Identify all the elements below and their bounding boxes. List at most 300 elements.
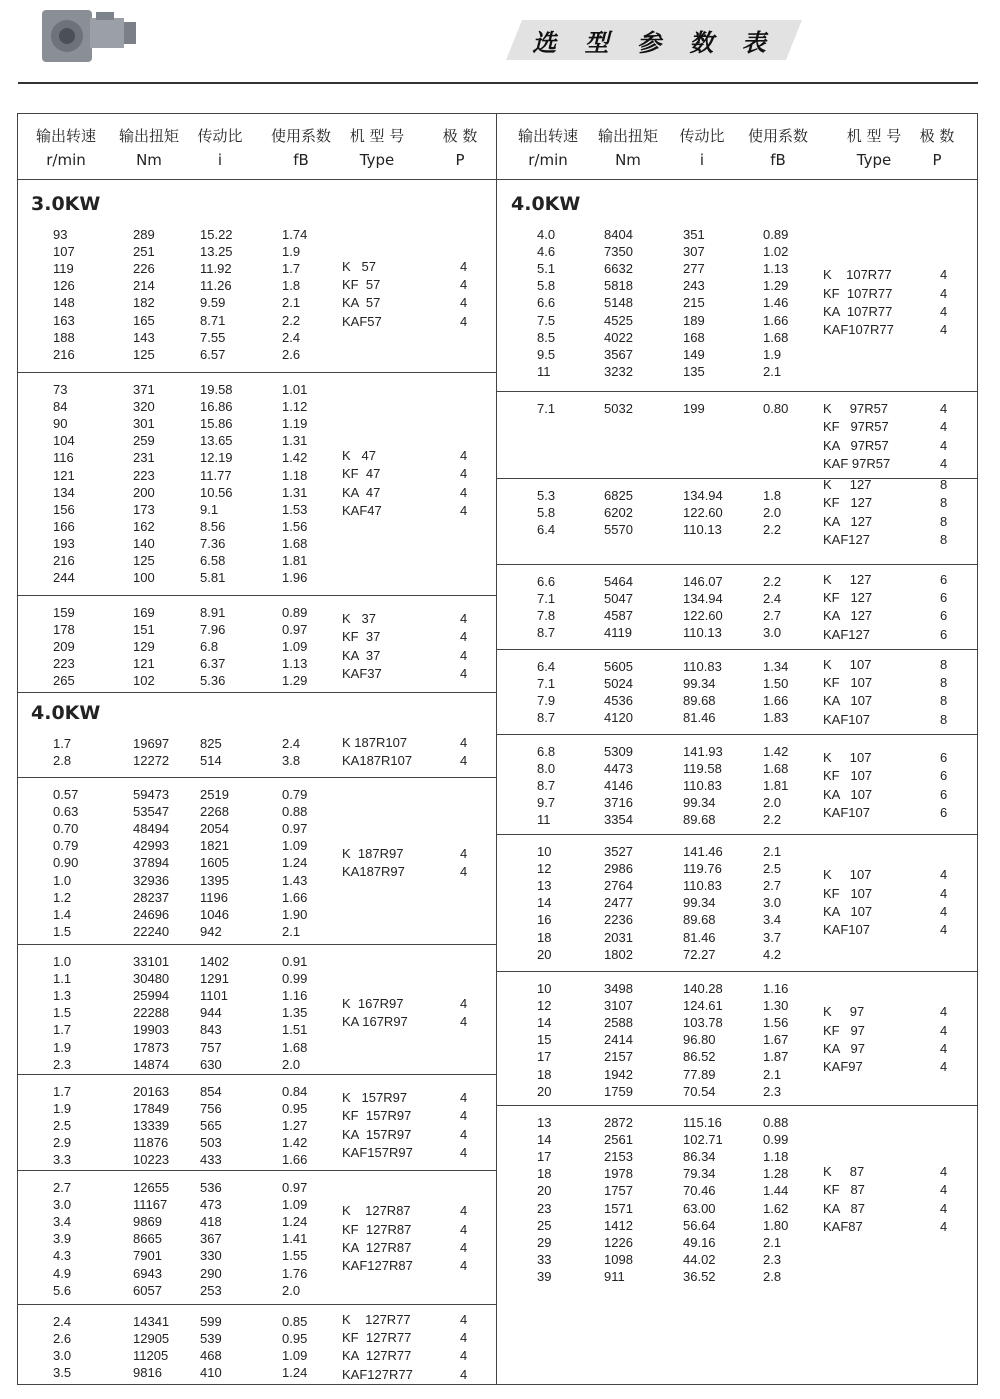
header-zh-0: 输出转速 (517, 127, 578, 145)
left-row-ratio: 630 (200, 1056, 222, 1072)
left-row-ratio: 15.86 (200, 416, 233, 432)
right-type-poles: 4 (940, 867, 948, 883)
left-row-torque: 140 (133, 535, 155, 551)
left-row-factor: 1.7 (282, 261, 301, 277)
right-type-model: KA 87 (823, 1200, 865, 1216)
left-row-ratio: 854 (200, 1084, 222, 1099)
right-row-factor: 1.87 (763, 1049, 789, 1065)
left-row-ratio: 565 (200, 1118, 222, 1134)
left-row-speed: 148 (53, 295, 75, 311)
left-row-torque: 37894 (133, 855, 170, 871)
left-row-speed: 216 (53, 346, 75, 362)
right-row-factor: 2.2 (763, 812, 782, 828)
right-row-ratio: 81.46 (683, 929, 716, 945)
right-type-model: KA 107 (823, 903, 873, 919)
right-section-divider (497, 1105, 978, 1106)
left-row-factor: 1.74 (282, 227, 308, 242)
gear-motor-image (40, 2, 140, 68)
right-row-factor: 1.44 (763, 1183, 789, 1199)
left-type-model: KF 47 (342, 466, 381, 482)
right-type-model: KAF107 (823, 805, 870, 821)
right-row-factor: 1.66 (763, 312, 789, 328)
left-row-speed: 1.0 (53, 872, 72, 888)
left-row-torque: 125 (133, 346, 155, 362)
left-row-ratio: 8.91 (200, 605, 226, 620)
right-type-model: KF 87 (823, 1182, 865, 1198)
left-row-speed: 2.6 (53, 1331, 72, 1347)
right-row-ratio: 89.68 (683, 912, 716, 928)
right-row-factor: 0.88 (763, 1115, 789, 1130)
left-type-model: KA 127R77 (342, 1348, 412, 1364)
right-type-poles: 4 (940, 1022, 948, 1038)
left-section-divider (17, 1170, 496, 1171)
left-type-model: K 167R97 (342, 995, 404, 1011)
left-row-factor: 1.09 (282, 1348, 308, 1364)
left-row-torque: 17873 (133, 1039, 170, 1055)
left-type-model: KA 127R87 (342, 1239, 412, 1255)
right-row-speed: 13 (537, 1115, 552, 1130)
right-row-factor: 1.42 (763, 744, 789, 759)
left-row-speed: 4.3 (53, 1248, 72, 1264)
left-row-speed: 1.9 (53, 1039, 72, 1055)
right-type-model: KAF127 (823, 531, 870, 547)
left-row-torque: 226 (133, 261, 155, 277)
right-row-ratio: 89.68 (683, 693, 716, 709)
left-row-factor: 1.09 (282, 838, 308, 854)
left-row-ratio: 15.22 (200, 227, 233, 242)
right-row-torque: 2872 (604, 1115, 633, 1130)
right-row-torque: 5032 (604, 401, 633, 416)
left-type-model: KF 127R87 (342, 1221, 412, 1237)
right-row-speed: 18 (537, 1066, 552, 1082)
right-type-model: K 127 (823, 571, 872, 587)
left-row-factor: 3.8 (282, 753, 301, 769)
right-row-torque: 5309 (604, 744, 633, 759)
right-type-poles: 4 (940, 1182, 948, 1198)
right-row-factor: 1.67 (763, 1032, 789, 1048)
right-row-factor: 0.99 (763, 1132, 789, 1148)
left-row-factor: 1.68 (282, 535, 308, 551)
left-row-factor: 0.95 (282, 1101, 308, 1117)
right-type-poles: 4 (940, 1059, 948, 1075)
left-row-ratio: 825 (200, 736, 222, 751)
right-row-speed: 8.7 (537, 778, 556, 794)
left-row-ratio: 757 (200, 1039, 222, 1055)
right-row-factor: 3.4 (763, 912, 782, 928)
left-row-speed: 1.5 (53, 1005, 72, 1021)
left-row-speed: 84 (53, 399, 68, 415)
right-row-factor: 3.0 (763, 895, 782, 911)
left-type-model: KA 167R97 (342, 1013, 408, 1029)
right-row-factor: 1.18 (763, 1149, 789, 1165)
right-row-speed: 5.1 (537, 261, 556, 277)
left-type-poles: 4 (460, 1013, 468, 1029)
right-row-factor: 1.16 (763, 981, 789, 996)
header-unit-2: i (217, 151, 223, 169)
right-row-speed: 12 (537, 861, 552, 877)
right-row-factor: 1.8 (763, 488, 782, 503)
left-type-poles: 4 (460, 1090, 468, 1106)
left-row-speed: 119 (53, 261, 74, 277)
right-row-ratio: 119.58 (683, 761, 722, 777)
right-row-factor: 1.34 (763, 659, 789, 674)
right-row-torque: 4536 (604, 693, 633, 709)
left-type-poles: 4 (460, 863, 468, 879)
right-type-model: K 87 (823, 1163, 865, 1179)
left-row-speed: 1.2 (53, 889, 72, 905)
left-type-model: KA 157R97 (342, 1126, 412, 1142)
left-row-ratio: 7.55 (200, 329, 226, 345)
right-type-poles: 4 (940, 437, 948, 453)
right-row-speed: 6.8 (537, 744, 556, 759)
left-type-poles: 4 (460, 1145, 468, 1161)
left-row-speed: 3.9 (53, 1231, 72, 1247)
right-row-ratio: 89.68 (683, 812, 716, 828)
left-row-torque: 251 (133, 244, 155, 260)
right-row-torque: 2764 (604, 878, 633, 894)
right-row-ratio: 110.13 (683, 625, 722, 641)
left-row-ratio: 2519 (200, 787, 229, 802)
left-row-speed: 3.0 (53, 1348, 72, 1364)
left-row-ratio: 1196 (200, 889, 228, 905)
right-row-factor: 1.46 (763, 295, 789, 311)
header-zh-4: 机 型 号 (846, 127, 902, 145)
right-row-torque: 5047 (604, 591, 633, 607)
left-row-ratio: 1291 (200, 971, 229, 987)
right-type-poles: 4 (940, 1218, 948, 1234)
right-row-factor: 2.2 (763, 574, 782, 589)
right-type-model: KA 97 (823, 1040, 865, 1056)
right-row-ratio: 99.34 (683, 895, 716, 911)
left-type-poles: 4 (460, 1348, 468, 1364)
right-row-factor: 2.7 (763, 608, 782, 624)
left-type-poles: 4 (460, 277, 468, 293)
right-row-speed: 20 (537, 1083, 552, 1099)
left-type-poles: 4 (460, 1126, 468, 1142)
right-row-ratio: 140.28 (683, 981, 723, 996)
right-section-divider (497, 971, 978, 972)
left-row-speed: 1.3 (53, 988, 72, 1004)
left-row-speed: 3.5 (53, 1365, 72, 1381)
header-unit-2: i (699, 151, 705, 169)
left-row-torque: 289 (133, 227, 155, 242)
left-type-model: KA 57 (342, 295, 381, 311)
left-type-poles: 4 (460, 466, 468, 482)
header-rule (18, 82, 978, 84)
left-type-model: K 127R77 (342, 1311, 411, 1327)
right-row-torque: 1757 (604, 1183, 633, 1199)
left-row-ratio: 11.92 (200, 261, 232, 277)
right-row-factor: 2.1 (763, 363, 782, 379)
left-power-heading: 3.0KW (31, 193, 101, 215)
right-row-speed: 17 (537, 1049, 552, 1065)
right-row-torque: 4022 (604, 329, 633, 345)
left-type-poles: 4 (460, 1239, 468, 1255)
left-row-speed: 1.0 (53, 954, 72, 969)
right-type-poles: 6 (940, 589, 948, 605)
left-row-speed: 166 (53, 518, 75, 534)
right-row-torque: 6825 (604, 488, 633, 503)
left-row-factor: 1.29 (282, 673, 308, 689)
left-type-poles: 4 (460, 647, 468, 663)
right-row-torque: 5148 (604, 295, 633, 311)
right-row-speed: 10 (537, 844, 552, 859)
left-type-model: KAF47 (342, 502, 382, 518)
right-row-speed: 10 (537, 981, 552, 996)
right-type-model: KAF97 (823, 1059, 863, 1075)
left-row-factor: 0.97 (282, 1180, 308, 1195)
right-row-speed: 33 (537, 1251, 552, 1267)
right-row-ratio: 135 (683, 363, 705, 379)
right-type-poles: 4 (940, 419, 948, 435)
left-type-poles: 4 (460, 484, 468, 500)
left-row-factor: 0.97 (282, 622, 308, 638)
right-type-poles: 8 (940, 711, 948, 727)
left-row-factor: 1.24 (282, 1214, 308, 1230)
right-row-ratio: 141.93 (683, 744, 723, 759)
right-row-factor: 2.4 (763, 591, 782, 607)
right-row-torque: 4473 (604, 761, 633, 777)
right-row-torque: 1571 (604, 1200, 633, 1216)
header-unit-5: P (455, 151, 465, 169)
left-row-factor: 1.76 (282, 1265, 308, 1281)
right-row-speed: 7.9 (537, 693, 556, 709)
left-row-torque: 22240 (133, 923, 170, 939)
left-type-poles: 4 (460, 734, 468, 750)
right-row-ratio: 81.46 (683, 710, 716, 726)
left-type-poles: 4 (460, 845, 468, 861)
right-row-factor: 1.68 (763, 329, 789, 345)
left-row-speed: 93 (53, 227, 68, 242)
right-row-torque: 3107 (604, 998, 633, 1014)
left-type-model: K 37 (342, 611, 376, 627)
right-row-ratio: 351 (683, 227, 705, 242)
right-row-factor: 1.81 (763, 778, 789, 794)
right-row-ratio: 134.94 (683, 488, 723, 503)
left-type-model: KA187R97 (342, 863, 405, 879)
left-row-factor: 1.12 (282, 399, 308, 415)
right-type-poles: 4 (940, 903, 948, 919)
left-type-poles: 4 (460, 295, 468, 311)
left-row-factor: 0.89 (282, 605, 308, 620)
left-row-speed: 107 (53, 244, 75, 260)
left-row-factor: 0.88 (282, 804, 308, 820)
left-type-poles: 4 (460, 1311, 468, 1327)
right-row-torque: 4146 (604, 778, 633, 794)
left-row-torque: 28237 (133, 889, 170, 905)
right-type-model: K 107 (823, 867, 872, 883)
left-row-speed: 0.63 (53, 804, 79, 820)
right-type-model: K 107 (823, 656, 872, 672)
right-row-speed: 6.6 (537, 574, 556, 589)
right-type-poles: 8 (940, 495, 948, 511)
left-row-speed: 134 (53, 484, 75, 500)
right-row-speed: 25 (537, 1217, 552, 1233)
left-row-factor: 1.53 (282, 501, 308, 517)
right-row-torque: 2561 (604, 1132, 633, 1148)
right-type-poles: 6 (940, 571, 948, 587)
left-row-ratio: 8.71 (200, 312, 226, 328)
right-type-model: KA 127 (823, 608, 873, 624)
right-row-torque: 6632 (604, 261, 633, 277)
right-type-poles: 4 (940, 322, 948, 338)
right-row-factor: 4.2 (763, 946, 782, 962)
right-row-speed: 15 (537, 1032, 552, 1048)
right-type-poles: 8 (940, 477, 948, 493)
left-row-ratio: 843 (200, 1022, 222, 1038)
header-zh-0: 输出转速 (35, 127, 96, 145)
right-row-factor: 1.02 (763, 244, 789, 260)
right-row-speed: 14 (537, 1015, 552, 1031)
right-type-poles: 4 (940, 303, 948, 319)
right-row-torque: 1978 (604, 1166, 633, 1182)
right-row-ratio: 307 (683, 244, 705, 260)
right-type-poles: 6 (940, 805, 948, 821)
left-row-factor: 1.81 (282, 553, 308, 568)
left-row-factor: 2.1 (282, 295, 301, 311)
left-row-speed: 0.79 (53, 838, 79, 854)
right-type-poles: 8 (940, 693, 948, 709)
left-section-divider (17, 692, 496, 693)
left-row-ratio: 1402 (200, 954, 229, 969)
right-row-factor: 2.7 (763, 878, 782, 894)
left-row-torque: 102 (133, 673, 155, 689)
right-row-factor: 1.56 (763, 1015, 789, 1031)
header-zh-4: 机 型 号 (349, 127, 405, 145)
left-row-factor: 0.91 (282, 954, 308, 969)
left-row-factor: 1.18 (282, 467, 308, 483)
right-row-factor: 3.0 (763, 625, 782, 641)
right-row-torque: 3527 (604, 844, 633, 859)
left-type-model: KA187R107 (342, 753, 413, 769)
header-zh-1: 输出扭矩 (118, 127, 179, 145)
left-row-torque: 6943 (133, 1265, 162, 1281)
left-type-poles: 4 (460, 611, 468, 627)
right-type-model: KF 97 (823, 1022, 865, 1038)
left-row-factor: 2.4 (282, 329, 301, 345)
left-row-torque: 19697 (133, 736, 170, 751)
left-row-factor: 1.19 (282, 416, 308, 432)
right-row-ratio: 122.60 (683, 608, 723, 624)
left-row-torque: 320 (133, 399, 155, 415)
right-section-divider (497, 391, 978, 392)
left-row-torque: 12655 (133, 1180, 170, 1195)
left-row-speed: 0.57 (53, 787, 79, 802)
left-row-ratio: 599 (200, 1314, 222, 1329)
right-row-speed: 17 (537, 1149, 552, 1165)
right-type-poles: 8 (940, 674, 948, 690)
left-row-torque: 48494 (133, 821, 170, 837)
left-type-model: KF 127R77 (342, 1329, 412, 1345)
left-type-poles: 4 (460, 1366, 468, 1382)
left-type-model: K 47 (342, 448, 376, 463)
left-row-torque: 125 (133, 553, 155, 568)
left-type-model: KA 37 (342, 647, 381, 663)
right-type-poles: 4 (940, 285, 948, 301)
right-type-model: K 97 (823, 1004, 865, 1020)
right-row-speed: 11 (537, 812, 551, 828)
left-row-factor: 1.43 (282, 872, 308, 888)
right-row-ratio: 44.02 (683, 1251, 716, 1267)
right-row-ratio: 79.34 (683, 1166, 716, 1182)
left-type-model: K 127R87 (342, 1203, 411, 1219)
right-row-speed: 6.4 (537, 522, 556, 538)
right-row-speed: 8.5 (537, 329, 556, 345)
left-row-torque: 33101 (133, 954, 170, 969)
left-row-ratio: 468 (200, 1348, 222, 1364)
right-row-torque: 2414 (604, 1032, 633, 1048)
left-row-speed: 209 (53, 639, 75, 655)
left-row-factor: 1.27 (282, 1118, 308, 1134)
left-row-factor: 2.0 (282, 1282, 301, 1298)
right-row-torque: 2588 (604, 1015, 633, 1031)
left-type-poles: 4 (460, 1329, 468, 1345)
left-row-speed: 265 (53, 673, 75, 689)
right-type-poles: 6 (940, 608, 948, 624)
right-type-model: KAF87 (823, 1218, 863, 1234)
right-row-speed: 14 (537, 895, 552, 911)
right-row-factor: 2.8 (763, 1268, 782, 1284)
right-row-factor: 2.0 (763, 795, 782, 811)
right-row-ratio: 149 (683, 346, 705, 362)
right-row-torque: 4119 (604, 625, 632, 641)
right-row-ratio: 115.16 (683, 1115, 722, 1130)
header-unit-1: Nm (136, 151, 162, 169)
left-row-ratio: 330 (200, 1248, 222, 1264)
left-row-speed: 2.5 (53, 1118, 72, 1134)
left-row-ratio: 13.65 (200, 433, 233, 449)
right-type-model: KF 107 (823, 768, 873, 784)
left-row-speed: 73 (53, 382, 68, 397)
left-row-factor: 2.4 (282, 736, 301, 751)
left-row-ratio: 410 (200, 1365, 222, 1381)
left-row-ratio: 1395 (200, 872, 229, 888)
left-row-ratio: 2268 (200, 804, 229, 820)
left-row-torque: 129 (133, 639, 155, 655)
left-row-factor: 1.66 (282, 889, 308, 905)
left-row-speed: 178 (53, 622, 75, 638)
right-row-ratio: 70.54 (683, 1083, 716, 1099)
left-type-model: KAF157R97 (342, 1145, 413, 1161)
left-row-speed: 0.90 (53, 855, 79, 871)
left-type-model: K 187R107 (342, 734, 408, 750)
left-row-ratio: 8.56 (200, 518, 226, 534)
left-row-torque: 371 (133, 382, 155, 397)
left-row-torque: 24696 (133, 906, 170, 922)
left-row-ratio: 16.86 (200, 399, 233, 415)
left-section-divider (17, 1074, 496, 1075)
left-row-torque: 100 (133, 570, 155, 586)
left-row-speed: 2.3 (53, 1056, 72, 1072)
right-row-torque: 911 (604, 1268, 625, 1284)
left-row-ratio: 6.58 (200, 553, 226, 568)
left-row-ratio: 1821 (200, 838, 229, 854)
left-type-model: KF 57 (342, 277, 381, 293)
right-row-speed: 9.7 (537, 795, 556, 811)
right-row-ratio: 96.80 (683, 1032, 716, 1048)
right-row-ratio: 199 (683, 401, 705, 416)
right-type-poles: 6 (940, 750, 948, 766)
left-row-factor: 1.9 (282, 244, 301, 260)
left-row-speed: 126 (53, 278, 75, 294)
left-row-factor: 2.1 (282, 923, 301, 939)
left-row-torque: 165 (133, 312, 155, 328)
left-type-poles: 4 (460, 1108, 468, 1124)
left-row-ratio: 7.96 (200, 622, 226, 638)
left-row-torque: 20163 (133, 1084, 170, 1099)
left-row-factor: 1.68 (282, 1039, 308, 1055)
left-row-factor: 1.35 (282, 1005, 308, 1021)
